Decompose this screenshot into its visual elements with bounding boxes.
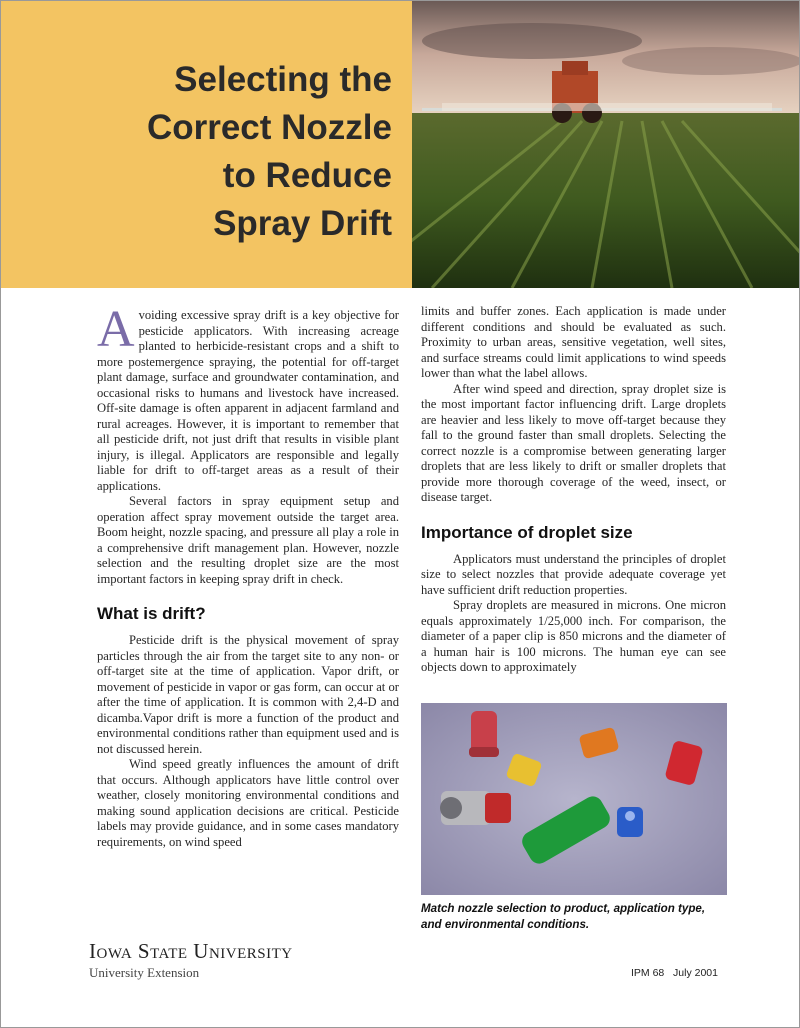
paragraph: Applicators must understand the principles of droplet size to select nozzles that provide adequate coverage yet have sufficient drift reduction properties. xyxy=(421,551,726,597)
paragraph: Pesticide drift is the physical movement of spray particles through the air from the target site to any non- or off-target site at the time of application. Vapor drift, or movement of pesticide in vapor or gas form, can occur at or after the time of application. It is common with 2,4-D and dicamba.Vapor drift is more a function of the product and environmental conditions rather than equipment used and is not discussed herein. xyxy=(97,633,399,756)
text-column-left xyxy=(97,301,399,850)
publication-id: IPM 68 July 2001 xyxy=(631,967,718,979)
intro-text: voiding excessive spray drift is a key objective for pesticide applicators. With increasing acreage planted to herbicide-resistant crops and a shift to more postemergence spraying, the potential for off-target plant damage, surface and groundwater contamination, and occasional risks to humans and livestock have increased. Off-site damage is often apparent in adjacent farmland and rural acreages. However, it is important to remember that all pesticide drift, not just drift that results in visible plant injury, is illegal. Applicators are responsible and legally liable for drift to off-target areas as a result of their applications. xyxy=(97,308,399,493)
title-line: Correct Nozzle xyxy=(146,108,392,147)
photo-caption: Match nozzle selection to product, application type, and environmental conditions. xyxy=(421,902,706,931)
paragraph: After wind speed and direction, spray droplet size is the most important factor influencing drift. Large droplets are heavier and less likely to move off-target because they fall to the ground faster than small droplets. Selecting the correct nozzle is a compromise between generating larger droplets that are less likely to drift or smaller droplets that provide more thorough coverage of the weed, insect, or disease target. xyxy=(421,381,726,504)
section-heading-what-is-drift: What is drift? xyxy=(97,604,206,623)
section-heading-droplet-size: Importance of droplet size xyxy=(421,522,633,542)
title-line: Spray Drift xyxy=(213,204,392,243)
paragraph: Several factors in spray equipment setup and operation affect spray movement outside the target area. Boom height, nozzle spacing, and pressure all play a role in a comprehensive drift management plan. However, nozzle selection and the resulting droplet size are the most important factors in keeping spray drift in check. xyxy=(97,494,399,586)
text-column-right xyxy=(421,304,726,676)
page-title xyxy=(12,56,392,248)
university-name: Iowa State University xyxy=(89,939,293,963)
nozzles-photo xyxy=(421,703,727,895)
title-block xyxy=(1,1,412,288)
intro-paragraph xyxy=(97,301,399,494)
title-line: to Reduce xyxy=(222,156,392,195)
paragraph: limits and buffer zones. Each application is made under different conditions and should be evaluated as such. Proximity to urban areas, sensitive vegetation, well sites, and surface streams could limit applications to wind speeds lower than what the label allows. xyxy=(421,304,726,380)
paragraph: Spray droplets are measured in microns. One micron equals approximately 1/25,000 inch. For comparison, the diameter of a paper clip is 850 microns and the diameter of a human hair is 100 microns. The human eye can see objects down to approximately xyxy=(421,598,726,674)
extension-name: University Extension xyxy=(89,965,200,980)
paragraph: Wind speed greatly influences the amount of drift that occurs. Although applicators have little control over weather, closely monitoring environmental conditions and making sound application decisions are critical. Pesticide labels may provide guidance, and in some cases mandatory requirements, on wind speed xyxy=(97,757,399,849)
drop-cap: A xyxy=(97,301,135,358)
title-line: Selecting the xyxy=(174,60,392,99)
university-logo xyxy=(89,939,293,981)
sprayer-field-photo xyxy=(412,1,799,288)
